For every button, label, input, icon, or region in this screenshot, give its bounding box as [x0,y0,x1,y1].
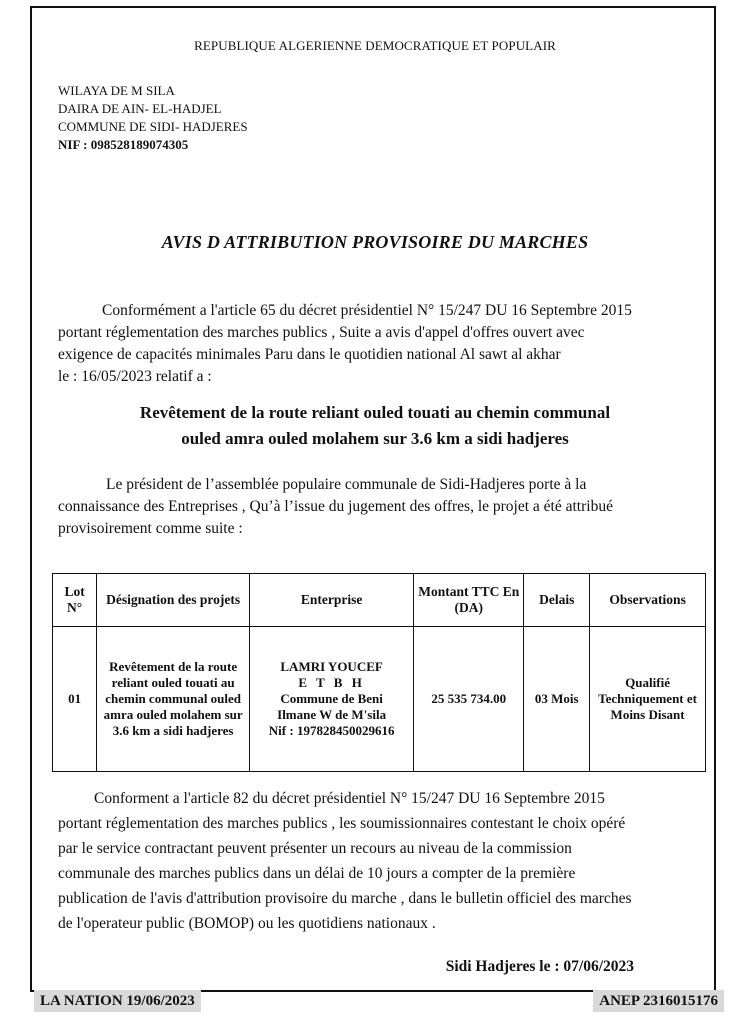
header-lot: Lot N° [53,574,97,627]
project-title [0,400,750,452]
announcement-line: Le président de l’assemblée populaire communale de Sidi-Hadjeres porte à la [106,476,587,493]
enterprise-type: E T B H [298,675,365,690]
enterprise-commune: Commune de Beni [280,691,383,706]
recourse-line: portant réglementation des marches publics , les soumissionnaires contestant le choix opéré [58,815,626,832]
intro-line: le : 16/05/2023 relatif a : [58,368,212,385]
issuer-block [58,82,248,154]
award-table [52,573,706,772]
header-observations: Observations [590,574,706,627]
cell-designation: Revêtement de la route reliant ouled touati au chemin communal ouled amra ouled molahem sur 3.6 km a sidi hadjeres [97,627,250,772]
project-line: Revêtement de la route reliant ouled touati au chemin communal [139,403,611,422]
recourse-line: Conforment a l'article 82 du décret présidentiel N° 15/247 DU 16 Septembre 2015 [94,790,605,807]
announcement-line: connaissance des Entreprises , Qu’à l’issue du jugement des offres, le projet a été attribué [58,498,613,515]
cell-lot: 01 [53,627,97,772]
cell-enterprise [250,627,414,772]
newspaper-stamp: LA NATION 19/06/2023 [34,990,201,1012]
anep-stamp: ANEP 2316015176 [593,990,724,1012]
recourse-paragraph [58,786,710,936]
intro-paragraph [58,300,710,388]
enterprise-location: Ilmane W de M'sila [277,707,387,722]
enterprise-name: LAMRI YOUCEF [280,659,383,674]
daira-line: DAIRA DE AIN- EL-HADJEL [58,101,222,116]
header-designation: Désignation des projets [97,574,250,627]
intro-line: portant réglementation des marches publics , Suite a avis d'appel d'offres ouvert avec [58,324,585,341]
table-row [53,627,706,772]
enterprise-nif: Nif : 197828450029616 [268,723,395,738]
cell-delay: 03 Mois [524,627,590,772]
notice-title: AVIS D ATTRIBUTION PROVISOIRE DU MARCHES [161,232,589,252]
announcement-line: provisoirement comme suite : [58,520,243,537]
project-line: ouled amra ouled molahem sur 3.6 km a sidi hadjeres [181,429,569,448]
recourse-line: communale des marches publics dans un délai de 10 jours a compter de la première [58,865,576,882]
commune-line: COMMUNE DE SIDI- HADJERES [58,119,248,134]
cell-amount: 25 535 734.00 [414,627,524,772]
signature-date: Sidi Hadjeres le : 07/06/2023 [445,958,634,975]
table-header-row [53,574,706,627]
header-enterprise: Enterprise [250,574,414,627]
recourse-line: par le service contractant peuvent présenter un recours au niveau de la commission [58,840,572,857]
header-delay: Delais [524,574,590,627]
nif-line: NIF : 098528189074305 [58,137,189,152]
intro-line: Conformément a l'article 65 du décret présidentiel N° 15/247 DU 16 Septembre 2015 [102,302,632,319]
announcement-paragraph [58,474,710,540]
recourse-line: publication de l'avis d'attribution provisoire du marche , dans le bulletin officiel des marches [58,890,632,907]
header-amount: Montant TTC En (DA) [414,574,524,627]
intro-line: exigence de capacités minimales Paru dans le quotidien national Al sawt al akhar [58,346,561,363]
cell-observations: Qualifié Techniquement et Moins Disant [590,627,706,772]
republic-heading: REPUBLIQUE ALGERIENNE DEMOCRATIQUE ET POPULAIR [194,38,556,53]
wilaya-line: WILAYA DE M SILA [58,83,175,98]
recourse-line: de l'operateur public (BOMOP) ou les quotidiens nationaux . [58,915,436,932]
